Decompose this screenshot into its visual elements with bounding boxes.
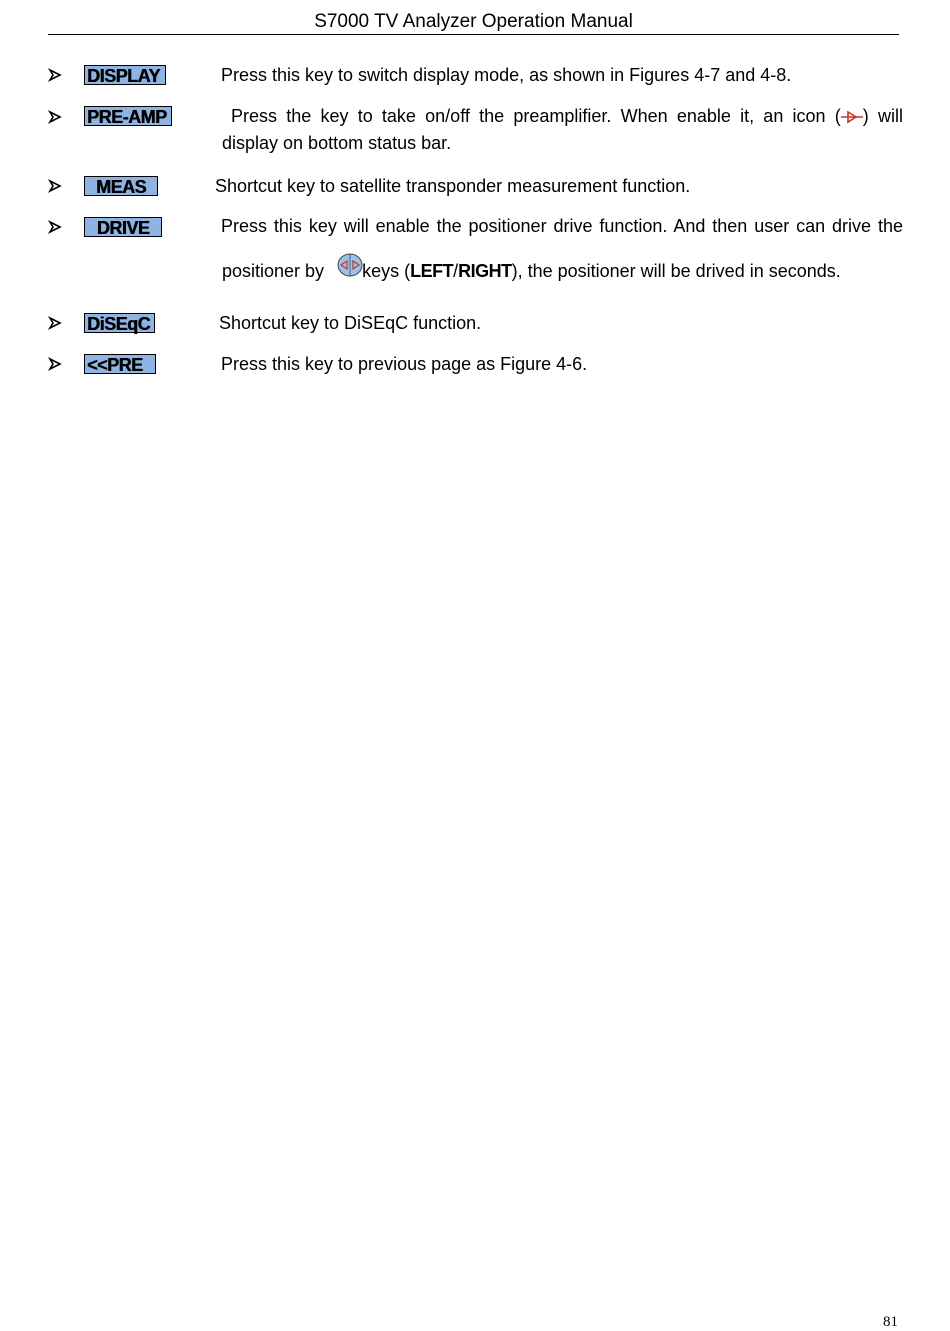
arrow-bullet-icon	[48, 179, 62, 193]
arrow-bullet-icon	[48, 316, 62, 330]
preamp-key-description-line1: Press the key to take on/off the preamplifier. When enable it, an icon ( ) will	[231, 106, 903, 126]
header-rule	[48, 34, 899, 35]
diseqc-key-description: Shortcut key to DiSEqC function.	[219, 313, 482, 333]
page-header-title: S7000 TV Analyzer Operation Manual	[314, 11, 633, 32]
page-number: 81	[883, 1314, 898, 1330]
arrow-bullet-icon	[48, 110, 62, 124]
meas-key-label: MEAS	[84, 176, 158, 196]
left-right-keys-icon	[337, 252, 363, 278]
display-key-label: DISPLAY	[84, 65, 166, 85]
arrow-bullet-icon	[48, 357, 62, 371]
drive-key-label: DRIVE	[84, 217, 162, 237]
arrow-bullet-icon	[48, 68, 62, 82]
meas-key-description: Shortcut key to satellite transponder measurement function.	[215, 176, 691, 196]
pre-key-description: Press this key to previous page as Figure 4-6.	[221, 354, 588, 374]
preamp-key-description-line2: display on bottom status bar.	[222, 133, 452, 153]
preamp-key-label: PRE-AMP	[84, 106, 172, 126]
display-key-description: Press this key to switch display mode, as shown in Figures 4-7 and 4-8.	[221, 65, 792, 85]
drive-key-description-line2: positioner by keys (LEFT/RIGHT), the positioner will be drived in seconds.	[222, 258, 841, 285]
pre-key-label: <<PRE	[84, 354, 156, 374]
diseqc-key-label: DiSEqC	[84, 313, 155, 333]
arrow-bullet-icon	[48, 220, 62, 234]
drive-key-description-line1: Press this key will enable the positioner drive function. And then user can drive the	[221, 216, 903, 236]
preamplifier-icon	[841, 110, 863, 124]
